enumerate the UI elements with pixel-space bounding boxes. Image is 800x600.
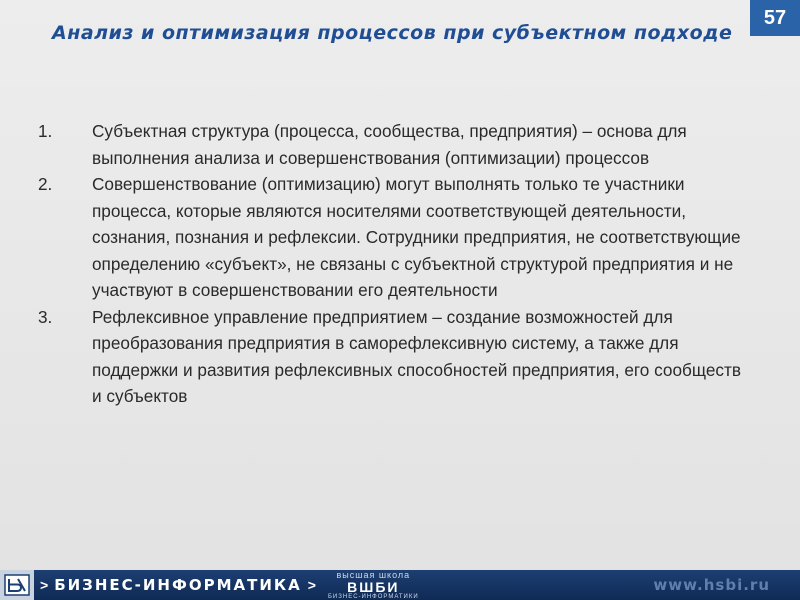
school-line1: высшая школа	[336, 569, 411, 580]
slide-number: 57	[750, 0, 800, 36]
footer-arrow: >	[40, 577, 49, 593]
footer-school	[328, 571, 419, 600]
footer-arrow: >	[307, 577, 316, 593]
list-item-number: 2.	[38, 174, 53, 194]
slide-title: Анализ и оптимизация процессов при субъектном подходе	[52, 22, 733, 44]
school-line2: ВШБИ	[347, 578, 400, 595]
list-item-text: Совершенствование (оптимизацию) могут выполнять только те участники процесса, которые являются носителями соответствующей деятельности, сознания, познания и рефлексии. Сотрудники предприятия, не соответствующие определению «субъект», не связаны с субъектной структурой предприятия и не участвуют в совершенствовании его деятельности	[92, 174, 741, 300]
list-item-number: 3.	[38, 306, 53, 327]
list-item	[38, 304, 748, 410]
numbered-list	[38, 118, 748, 410]
list-item	[38, 171, 748, 304]
footer-brand: БИЗНЕС-ИНФОРМАТИКА	[54, 576, 302, 594]
list-item-text: Субъектная структура (процесса, сообщества, предприятия) – основа для выполнения анализа и совершенствования (оптимизации) процессов	[92, 121, 687, 168]
footer-url: www.hsbi.ru	[653, 576, 770, 594]
school-logo-icon	[0, 570, 34, 600]
list-item-number: 1.	[38, 121, 53, 141]
list-item-text: Рефлексивное управление предприятием – создание возможностей для преобразования предприятия в саморефлексивную систему, а также для поддержки и развития рефлексивных способностей предприятия, его сообществ и субъектов	[92, 306, 741, 406]
footer-bar	[0, 570, 800, 600]
list-item	[38, 118, 748, 171]
school-line3: БИЗНЕС-ИНФОРМАТИКИ	[327, 593, 419, 600]
